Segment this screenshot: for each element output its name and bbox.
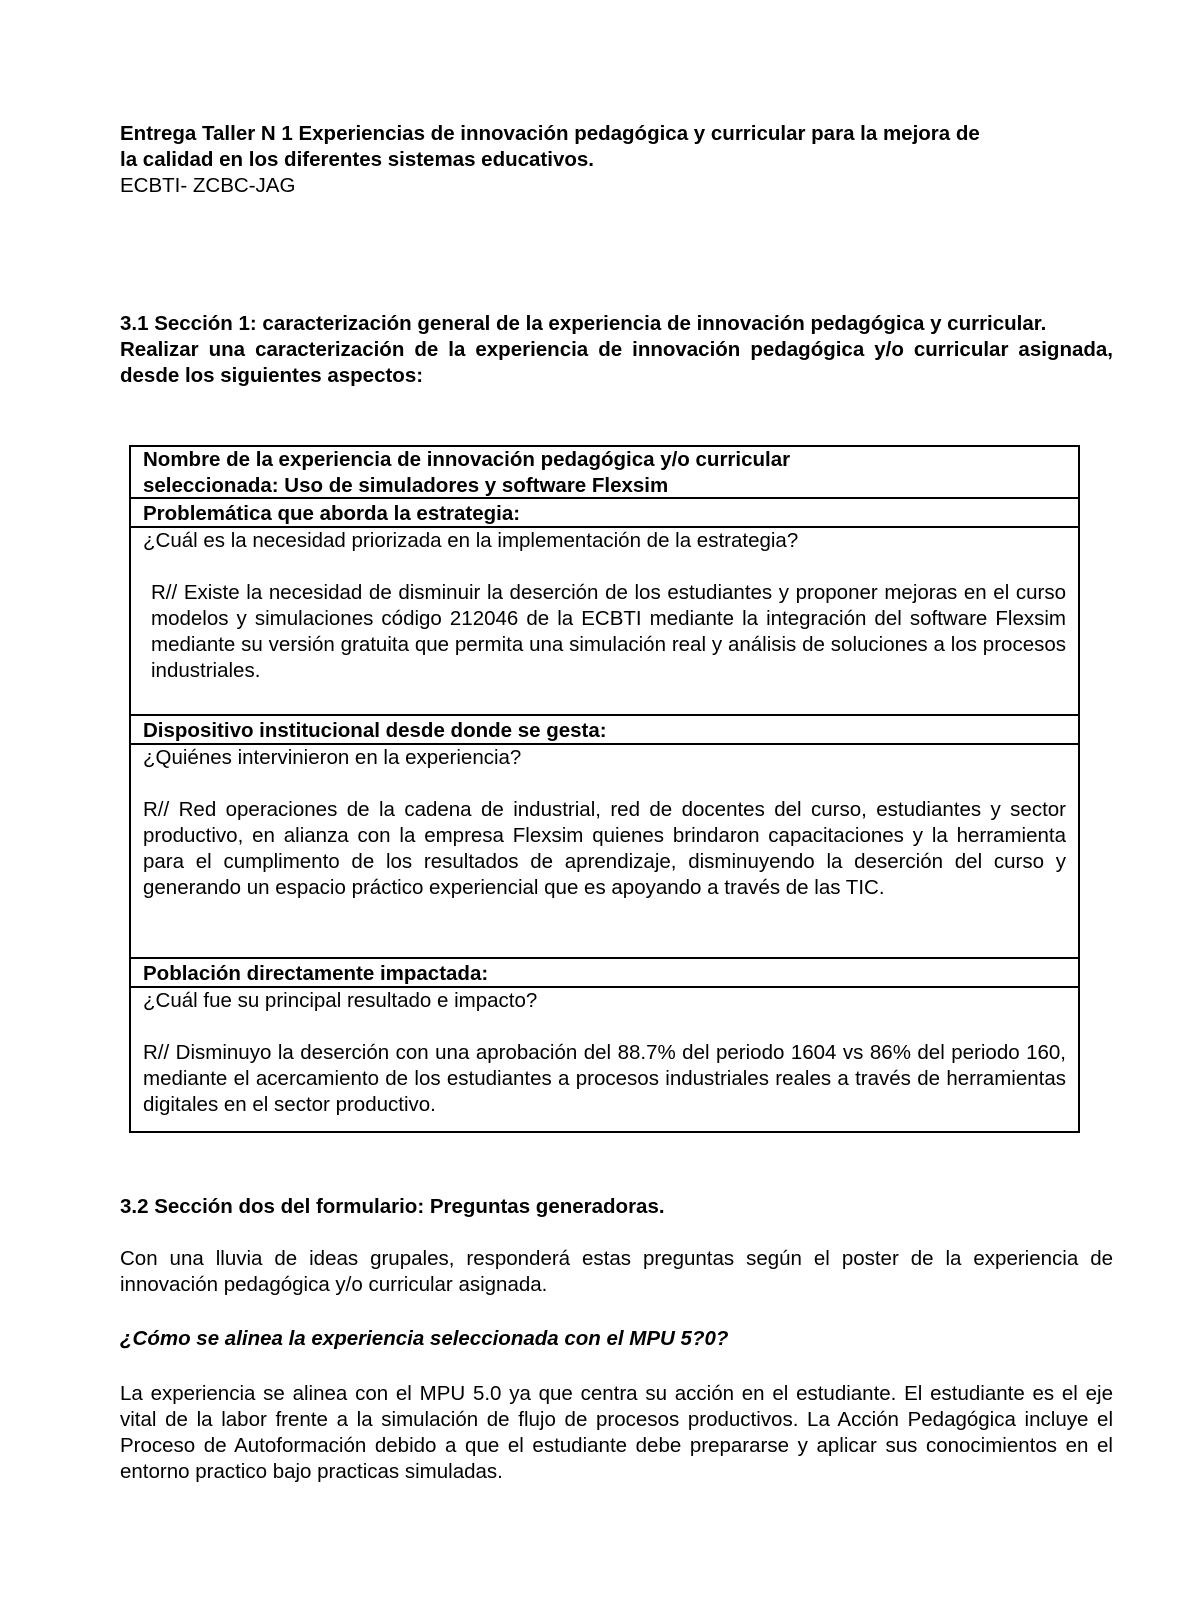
table-row <box>131 988 1078 1131</box>
section1-heading: 3.1 Sección 1: caracterización general de la experiencia de innovación pedagógica y curricular. <box>120 312 1047 335</box>
problem-header: Problemática que aborda la estrategia: <box>143 502 521 525</box>
section1 <box>120 311 1113 389</box>
section2-question-block <box>120 1326 1113 1352</box>
document-code: ECBTI- ZCBC-JAG <box>120 174 296 197</box>
section1-instruction: Realizar una caracterización de la experiencia de innovación pedagógica y/o curricular asignada, desde los siguientes aspectos: <box>120 338 1113 387</box>
population-question: ¿Cuál fue su principal resultado e impacto? <box>143 989 538 1012</box>
table-row-header <box>131 499 1078 528</box>
population-header: Población directamente impactada: <box>143 962 489 985</box>
characterization-table <box>129 445 1080 1133</box>
table-name-row <box>131 447 1078 499</box>
section2-intro-block <box>120 1246 1113 1298</box>
table-row-header <box>131 959 1078 988</box>
section2-answer-block <box>120 1381 1113 1485</box>
section2-answer: La experiencia se alinea con el MPU 5.0 ya que centra su acción en el estudiante. El estudiante es el eje vital de la labor frente a la simulación de flujo de procesos productivos. La Acción Pedagógica incluye el Proceso de Autoformación debido a que el estudiante debe prepararse y aplicar sus conocimientos en el entorno practico bajo practicas simuladas. <box>120 1382 1113 1483</box>
document-header <box>120 121 1113 199</box>
problem-answer: R// Existe la necesidad de disminuir la deserción de los estudiantes y proponer mejoras en el curso modelos y simulaciones código 212046 de la ECBTI mediante la integración del software Flexsim mediante su versión gratuita que permita una simulación real y análisis de soluciones a los procesos industriales. <box>151 581 1066 682</box>
table-row <box>131 745 1078 959</box>
population-answer: R// Disminuyo la deserción con una aprobación del 88.7% del periodo 1604 vs 86% del periodo 160, mediante el acercamiento de los estudiantes a procesos industriales reales a través de herramientas digitales en el sector productivo. <box>143 1041 1066 1116</box>
section2 <box>120 1194 1113 1220</box>
section2-intro: Con una lluvia de ideas grupales, responderá estas preguntas según el poster de la experiencia de innovación pedagógica y/o curricular asignada. <box>120 1247 1113 1296</box>
experience-name-line1: Nombre de la experiencia de innovación pedagógica y/o curricular <box>143 448 791 471</box>
section2-heading: 3.2 Sección dos del formulario: Preguntas generadoras. <box>120 1195 665 1218</box>
device-question: ¿Quiénes intervinieron en la experiencia? <box>143 746 522 769</box>
table-row <box>131 528 1078 716</box>
table-row-header <box>131 716 1078 745</box>
document-title-line1: Entrega Taller N 1 Experiencias de innovación pedagógica y curricular para la mejora de <box>120 122 980 145</box>
problem-question: ¿Cuál es la necesidad priorizada en la implementación de la estrategia? <box>143 529 799 552</box>
device-answer: R// Red operaciones de la cadena de industrial, red de docentes del curso, estudiantes y sector productivo, en alianza con la empresa Flexsim quienes brindaron capacitaciones y la herramienta para el cumplimento de los resultados de aprendizaje, disminuyendo la deserción del curso y generando un espacio práctico experiencial que es apoyando a través de las TIC. <box>143 798 1066 899</box>
document-title-line2: la calidad en los diferentes sistemas educativos. <box>120 148 594 171</box>
experience-name-line2: seleccionada: Uso de simuladores y software Flexsim <box>143 474 669 497</box>
device-header: Dispositivo institucional desde donde se gesta: <box>143 719 607 742</box>
section2-question: ¿Cómo se alinea la experiencia seleccionada con el MPU 5?0? <box>120 1327 729 1350</box>
